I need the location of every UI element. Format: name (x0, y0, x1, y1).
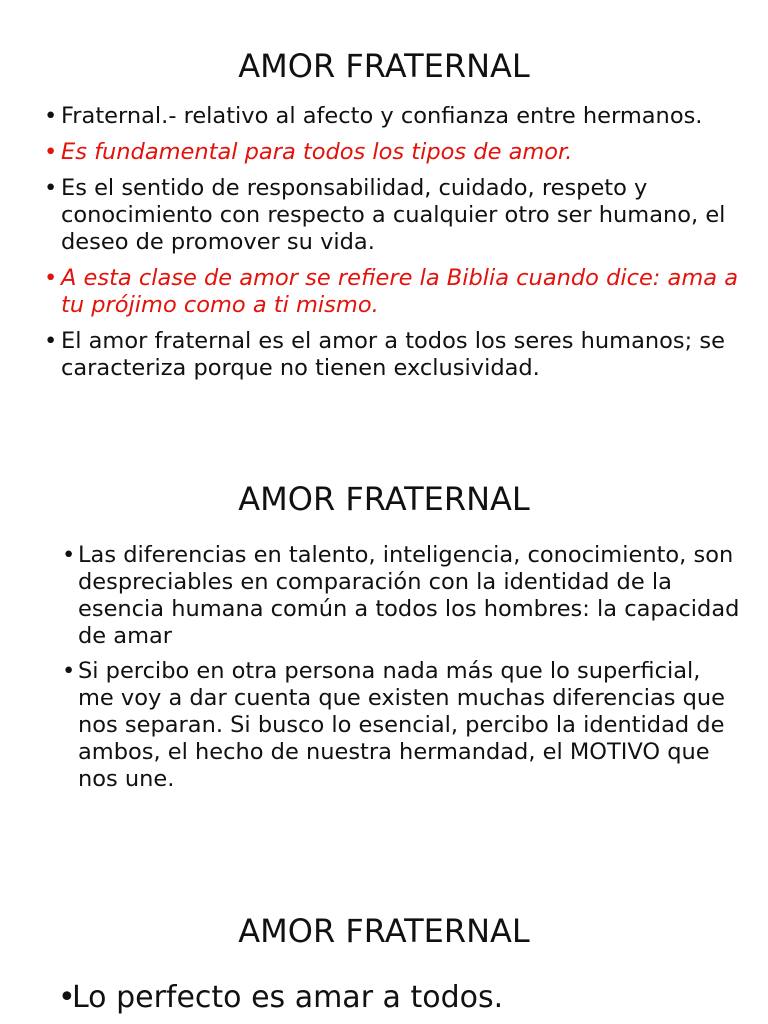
bullet-dot: • (44, 139, 58, 165)
bullet-dot: • (58, 980, 76, 1015)
bullet-dot: • (62, 542, 76, 568)
bullet-item-emphasis (44, 265, 744, 319)
slide-1-bullet-list (44, 103, 744, 391)
bullet-text: Es fundamental para todos los tipos de amor. (61, 139, 573, 165)
slide-1-title: AMOR FRATERNAL (238, 47, 530, 85)
slide-2-bullet-list (62, 542, 742, 801)
slide-3-title: AMOR FRATERNAL (238, 912, 530, 950)
bullet-text: Lo perfecto es amar a todos. (72, 980, 504, 1015)
bullet-text: Las diferencias en talento, inteligencia, conocimiento, son despreciables en comparación con la identidad de la esencia humana común a todos los hombres: la capacidad de amar (78, 542, 740, 649)
bullet-dot: • (62, 658, 76, 684)
bullet-item (44, 103, 744, 130)
bullet-text: El amor fraternal es el amor a todos los seres humanos; se caracteriza porque no tienen exclusividad. (61, 328, 725, 381)
bullet-item (58, 980, 748, 1016)
bullet-item (44, 328, 744, 382)
bullet-dot: • (44, 328, 58, 354)
bullet-dot: • (44, 265, 58, 291)
slide-3 (0, 868, 768, 1024)
slide-3-bullet-list (58, 980, 748, 1016)
bullet-item (62, 542, 742, 650)
slide-2 (0, 436, 768, 868)
bullet-item (44, 175, 744, 256)
bullet-item (62, 658, 742, 793)
bullet-text: Es el sentido de responsabilidad, cuidado, respeto y conocimiento con respecto a cualquier otro ser humano, el deseo de promover su vida. (61, 175, 726, 255)
bullet-item-emphasis (44, 139, 744, 166)
bullet-dot: • (44, 175, 58, 201)
bullet-text: Fraternal.- relativo al afecto y confianza entre hermanos. (61, 103, 703, 129)
bullet-text: Si percibo en otra persona nada más que lo superficial, me voy a dar cuenta que existen muchas diferencias que nos separan. Si busco lo esencial, percibo la identidad de ambos, el hecho de nuestra hermandad, el MOTIVO que nos une. (78, 658, 726, 792)
slide-1 (0, 0, 768, 436)
slide-2-title: AMOR FRATERNAL (238, 480, 530, 518)
bullet-text: A esta clase de amor se refiere la Biblia cuando dice: ama a tu prójimo como a ti mismo. (61, 265, 738, 318)
bullet-dot: • (44, 103, 58, 129)
